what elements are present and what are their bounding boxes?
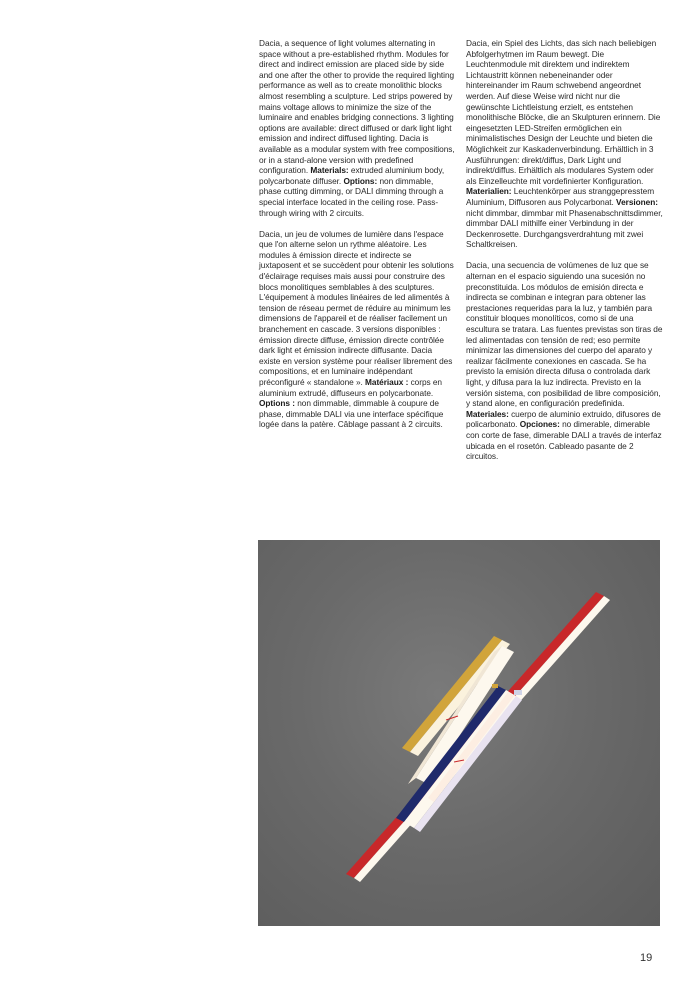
right-text-column [466, 38, 663, 472]
english-options-label: Options: [343, 175, 378, 186]
spanish-materials-text: cuerpo de aluminio extruido, difusores de policarbonato. [466, 408, 661, 430]
german-description [466, 38, 663, 250]
light-cap [514, 690, 522, 695]
german-intro: Dacia, ein Spiel des Lichts, das sich nach beliebigen Abfolgerhytmen im Raum bewegt. Die Leuchtenmodule mit direktem und indirektem Lichtaustritt können nebeneinander oder hintereinander im Raum schwebend angeordnet werden. Auf diese Weise wird nicht nur die gewünschte Lichtleistung erzielt, es entstehen monolithische Blöcke, die an Skulpturen erinnern. Die eingesetzten LED-Streifen ermöglichen ein minimalistisches Design der Leuchte und bieten die Möglichkeit zur Kaskadenverbindung. Erhältlich in 3 Ausführungen: direkt/diffus, Dark Light und indirekt/diffus. Erhältlich als modulares System oder als Einzelleuchte mit vordefinierter Konfiguration. [466, 38, 661, 186]
left-text-column [259, 38, 455, 441]
french-materials-text: corps en aluminium extrudé, diffuseurs en polycarbonate. [259, 377, 443, 398]
french-options-label: Options : [259, 398, 295, 409]
english-description [259, 38, 455, 218]
spanish-options-label: Opciones: [519, 419, 560, 430]
german-options-text: nicht dimmbar, dimmbar mit Phasenabschnittsdimmer, dimmbar DALI mithilfe einer Verbindung in der Deckenrosette. Durchgangsverdrahtung mit zwei Schaltkreisen. [466, 207, 663, 250]
spanish-intro: Dacia, una secuencia de volúmenes de luz que se alternan en el espacio siguiendo una sucesión no preconstituida. Los módulos de emisión directa e indirecta se combinan e integran para obtener las prestaciones requeridas para la luz, y también para constituir bloques monolíticos, como si de una escultura se tratara. Las fuentes previstas son tiras de led alimentadas con tensión de red; eso permite minimizar las dimensiones del cuerpo del aparato y realizar fácilmente conexiones en cascada. Se ha previsto la emisión directa difusa o controlada dark light, y difusa para la luz indirecta. Previsto en la versión sistema, con posibilidad de libre composición, y stand alone, en configuración predefinida. [466, 260, 663, 409]
product-photo [258, 540, 660, 926]
page-number: 19 [640, 952, 653, 964]
spanish-options-text: no dimerable, dimerable con corte de fase, dimerable DALI a través de interfaz ubicada en el rosetón. Cableado pasante de 2 circuitos. [466, 419, 662, 462]
english-options-text: non dimmable, phase cutting dimming, or DALI dimming through a special interface located in the ceiling rose. Pass-through wiring with 2 circuits. [259, 175, 444, 218]
spanish-materials-label: Materiales: [466, 408, 509, 419]
english-materials-label: Materials: [310, 165, 349, 176]
dacia-luminaire-illustration [258, 540, 660, 926]
german-materials-text: Leuchtenkörper aus stranggepresstem Aluminium, Diffusoren aus Polycarbonat. [466, 186, 655, 207]
french-materials-label: Matériaux : [365, 377, 409, 387]
english-intro: Dacia, a sequence of light volumes alternating in space without a pre-established rhythm. Modules for direct and indirect emission are placed side by side and one after the other to provide the required lighting performance as well as to create monolithic blocks almost resembling a sculpture. Led strips powered by mains voltage allows to minimize the size of the luminaire and enables bridging connections. 3 lighting options are available: direct diffused or dark light light emission and indirect diffused lighting. Dacia is available as a modular system with free compositions, or in a stand-alone version with predefined configuration. [259, 38, 455, 176]
yellow-cap [492, 684, 498, 688]
french-options-text: non dimmable, dimmable à coupure de phase, dimmable DALI via une interface spécifique logée dans la patère. Câblage passant à 2 circuits. [259, 398, 444, 430]
german-materials-label: Materialien: [466, 186, 512, 197]
english-materials-text: extruded aluminium body, polycarbonate diffuser. [259, 165, 445, 186]
french-intro: Dacia, un jeu de volumes de lumière dans l'espace que l'on alterne selon un rythme aléatoire. Les modules à émission directe et indirecte se juxtaposent et se succèdent pour obtenir les solutions d'éclairage requises mais aussi pour construire des blocs monolitiques semblables à des sculptures. L'équipement à modules linéaires de led alimentés à tension de réseau permet de réduire au minimum les dimensions de l'appareil et de réaliser facilement un branchement en cascade. 3 versions disponibles : émission directe diffuse, émission directe contrôlée dark light et émission indirecte diffusante. Dacia existe en version système pour réaliser librement des compositions, et en luminaire indépendant préconfiguré « standalone ». [259, 228, 454, 387]
german-options-label: Versionen: [616, 196, 658, 207]
spanish-description [466, 260, 663, 461]
french-description [259, 229, 455, 430]
